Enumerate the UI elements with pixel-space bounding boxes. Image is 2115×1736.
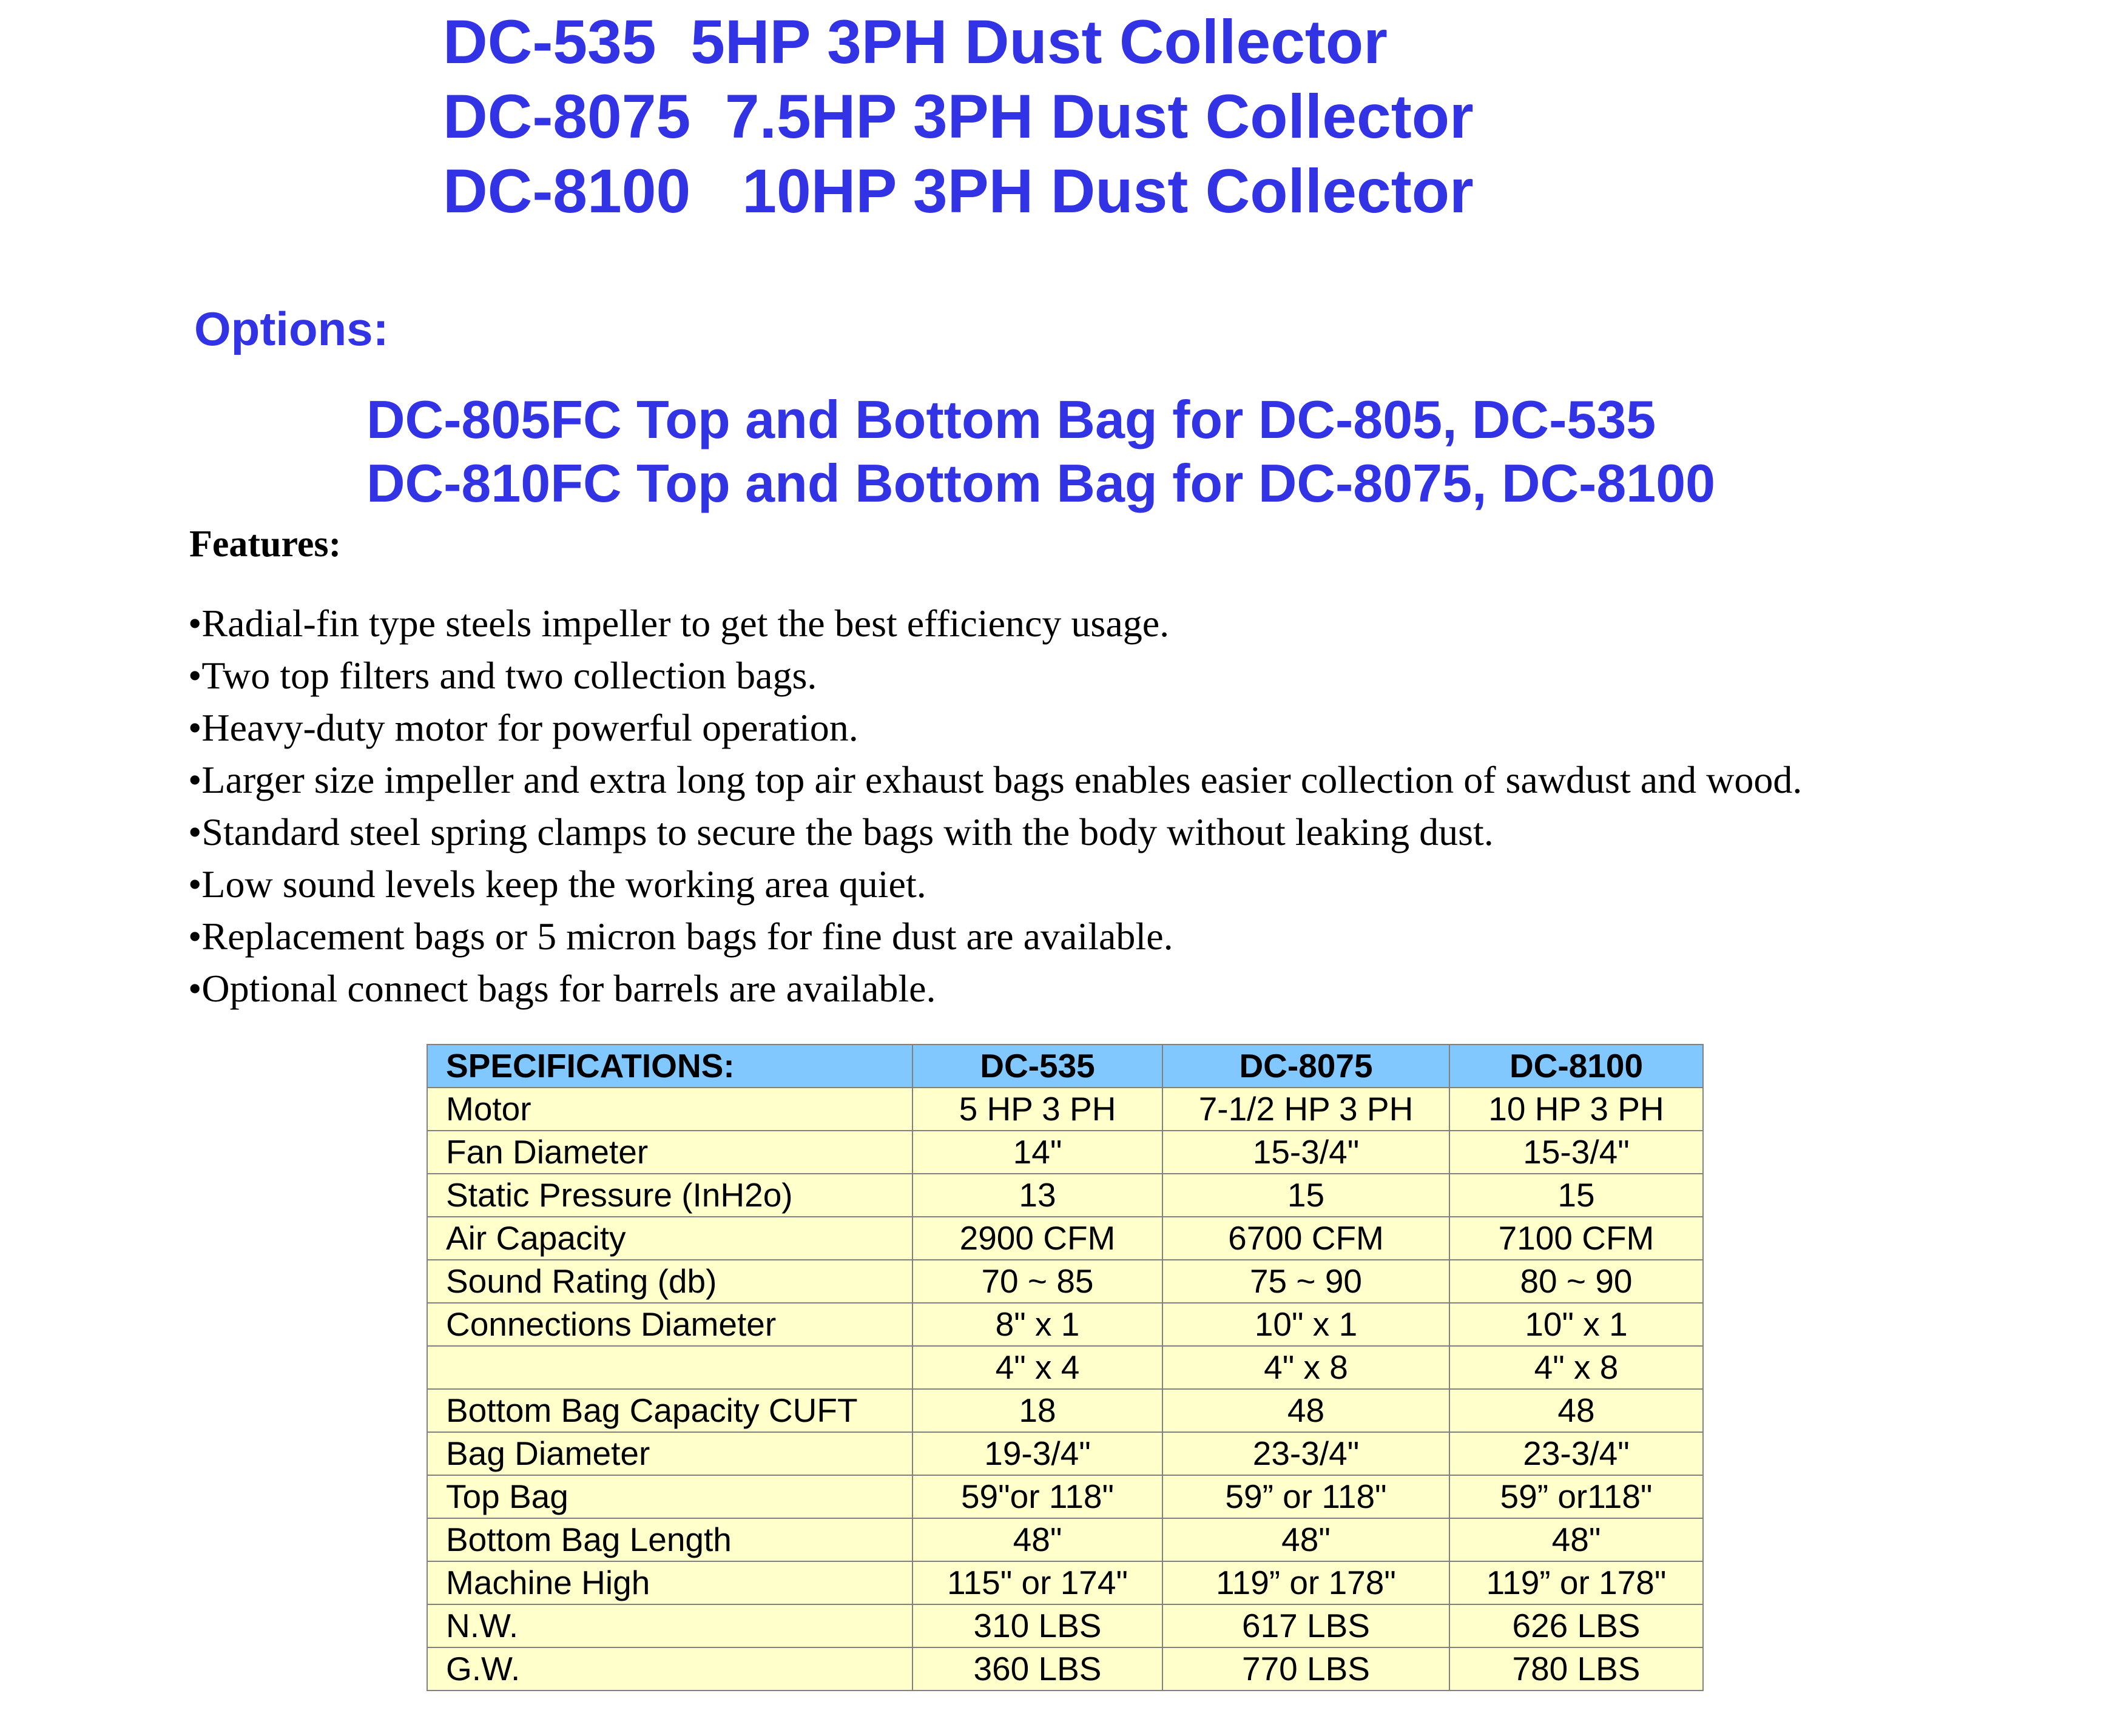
table-row <box>427 1174 1703 1217</box>
spec-value-dc-535: 14" <box>912 1131 1162 1174</box>
spec-label <box>427 1346 912 1389</box>
spec-value-dc-535: 18 <box>912 1389 1162 1432</box>
table-row <box>427 1647 1703 1691</box>
spec-value-dc-535: 4" x 4 <box>912 1346 1162 1389</box>
spec-label: Bag Diameter <box>427 1432 912 1475</box>
feature-item: •Two top filters and two collection bags. <box>188 654 817 697</box>
spec-value-dc-8100: 10 HP 3 PH <box>1449 1088 1703 1131</box>
spec-value-dc-8100: 626 LBS <box>1449 1604 1703 1647</box>
spec-label: Bottom Bag Length <box>427 1518 912 1561</box>
features-list <box>188 597 1802 1015</box>
spec-value-dc-8075: 770 LBS <box>1162 1647 1449 1691</box>
spec-label: Machine High <box>427 1561 912 1604</box>
specifications-table <box>427 1044 1704 1691</box>
header-dc-8100: DC-8100 <box>1449 1045 1703 1088</box>
spec-value-dc-8100: 15 <box>1449 1174 1703 1217</box>
spec-value-dc-535: 19-3/4" <box>912 1432 1162 1475</box>
spec-value-dc-535: 13 <box>912 1174 1162 1217</box>
header-dc-535: DC-535 <box>912 1045 1162 1088</box>
spec-value-dc-8100: 119” or 178" <box>1449 1561 1703 1604</box>
table-row <box>427 1346 1703 1389</box>
spec-label: Top Bag <box>427 1475 912 1518</box>
spec-value-dc-535: 310 LBS <box>912 1604 1162 1647</box>
spec-value-dc-535: 8" x 1 <box>912 1303 1162 1346</box>
spec-value-dc-535: 360 LBS <box>912 1647 1162 1691</box>
spec-label: Static Pressure (InH2o) <box>427 1174 912 1217</box>
spec-value-dc-8075: 119” or 178" <box>1162 1561 1449 1604</box>
spec-value-dc-8100: 59” or118" <box>1449 1475 1703 1518</box>
spec-label: Motor <box>427 1088 912 1131</box>
table-row <box>427 1604 1703 1647</box>
spec-value-dc-535: 2900 CFM <box>912 1217 1162 1260</box>
feature-item: •Standard steel spring clamps to secure the bags with the body without leaking dust. <box>188 810 1494 853</box>
table-row <box>427 1217 1703 1260</box>
table-row <box>427 1303 1703 1346</box>
spec-value-dc-8075: 10" x 1 <box>1162 1303 1449 1346</box>
spec-value-dc-8075: 15-3/4" <box>1162 1131 1449 1174</box>
option-item-dc-810fc: DC-810FC Top and Bottom Bag for DC-8075, DC-8100 <box>366 453 1716 513</box>
spec-value-dc-8075: 6700 CFM <box>1162 1217 1449 1260</box>
spec-value-dc-535: 59"or 118" <box>912 1475 1162 1518</box>
spec-value-dc-8100: 7100 CFM <box>1449 1217 1703 1260</box>
spec-value-dc-8100: 4" x 8 <box>1449 1346 1703 1389</box>
spec-value-dc-8075: 7-1/2 HP 3 PH <box>1162 1088 1449 1131</box>
option-item-dc-805fc: DC-805FC Top and Bottom Bag for DC-805, DC-535 <box>366 389 1656 449</box>
table-row <box>427 1432 1703 1475</box>
feature-item: •Heavy-duty motor for powerful operation. <box>188 706 858 749</box>
spec-value-dc-8100: 15-3/4" <box>1449 1131 1703 1174</box>
spec-value-dc-8100: 80 ~ 90 <box>1449 1260 1703 1303</box>
spec-value-dc-8100: 10" x 1 <box>1449 1303 1703 1346</box>
spec-value-dc-8075: 23-3/4" <box>1162 1432 1449 1475</box>
spec-value-dc-535: 70 ~ 85 <box>912 1260 1162 1303</box>
table-row <box>427 1088 1703 1131</box>
spec-label: N.W. <box>427 1604 912 1647</box>
table-row <box>427 1131 1703 1174</box>
feature-item: •Replacement bags or 5 micron bags for fine dust are available. <box>188 915 1173 958</box>
spec-value-dc-535: 115" or 174" <box>912 1561 1162 1604</box>
feature-item: •Optional connect bags for barrels are available. <box>188 967 936 1010</box>
spec-value-dc-8075: 48 <box>1162 1389 1449 1432</box>
spec-value-dc-8075: 59” or 118" <box>1162 1475 1449 1518</box>
table-row <box>427 1260 1703 1303</box>
feature-item: •Larger size impeller and extra long top air exhaust bags enables easier collection of sawdust and wood. <box>188 758 1803 801</box>
spec-value-dc-8100: 48" <box>1449 1518 1703 1561</box>
title-line-dc-535: DC-535 5HP 3PH Dust Collector <box>443 7 1388 76</box>
spec-value-dc-535: 48" <box>912 1518 1162 1561</box>
spec-label: Air Capacity <box>427 1217 912 1260</box>
spec-value-dc-8075: 4" x 8 <box>1162 1346 1449 1389</box>
spec-label: G.W. <box>427 1647 912 1691</box>
features-heading: Features: <box>189 523 342 565</box>
header-specifications: SPECIFICATIONS: <box>427 1045 912 1088</box>
spec-value-dc-8075: 48" <box>1162 1518 1449 1561</box>
spec-label: Bottom Bag Capacity CUFT <box>427 1389 912 1432</box>
title-line-dc-8100: DC-8100 10HP 3PH Dust Collector <box>443 156 1474 226</box>
header-dc-8075: DC-8075 <box>1162 1045 1449 1088</box>
feature-item: •Low sound levels keep the working area quiet. <box>188 863 926 906</box>
feature-item: •Radial-fin type steels impeller to get the best efficiency usage. <box>188 602 1170 645</box>
spec-value-dc-8075: 75 ~ 90 <box>1162 1260 1449 1303</box>
spec-value-dc-8100: 48 <box>1449 1389 1703 1432</box>
title-line-dc-8075: DC-8075 7.5HP 3PH Dust Collector <box>443 82 1474 151</box>
spec-label: Connections Diameter <box>427 1303 912 1346</box>
table-row <box>427 1475 1703 1518</box>
spec-value-dc-535: 5 HP 3 PH <box>912 1088 1162 1131</box>
spec-value-dc-8100: 780 LBS <box>1449 1647 1703 1691</box>
spec-label: Fan Diameter <box>427 1131 912 1174</box>
table-row <box>427 1389 1703 1432</box>
table-header-row <box>427 1045 1703 1088</box>
table-row <box>427 1518 1703 1561</box>
options-heading: Options: <box>194 302 389 355</box>
spec-label: Sound Rating (db) <box>427 1260 912 1303</box>
table-row <box>427 1561 1703 1604</box>
spec-value-dc-8100: 23-3/4" <box>1449 1432 1703 1475</box>
spec-value-dc-8075: 617 LBS <box>1162 1604 1449 1647</box>
spec-value-dc-8075: 15 <box>1162 1174 1449 1217</box>
